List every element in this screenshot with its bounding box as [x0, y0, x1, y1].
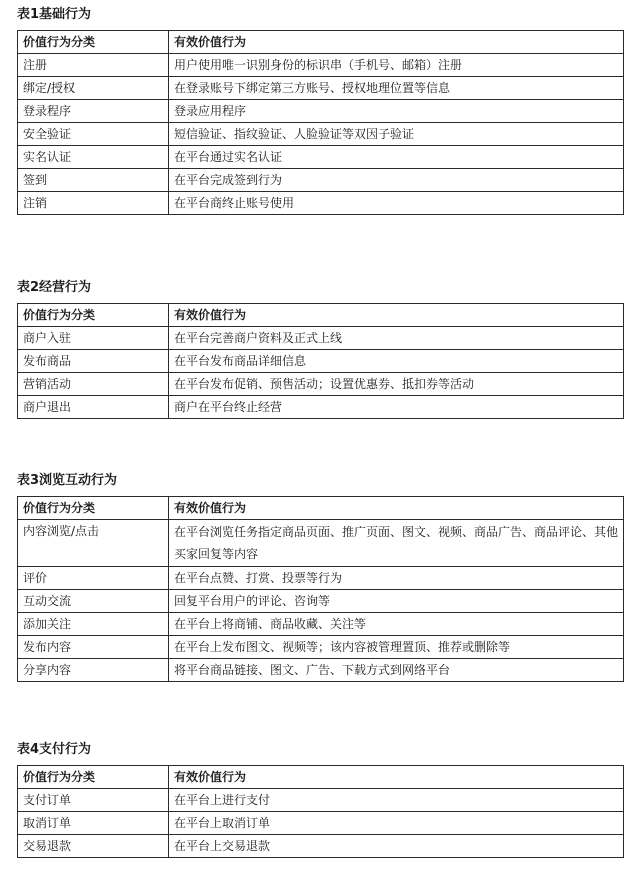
category-cell: 内容浏览/点击 [18, 520, 169, 567]
behavior-cell: 在平台通过实名认证 [169, 146, 624, 169]
behavior-cell: 短信验证、指纹验证、人脸验证等双因子验证 [169, 123, 624, 146]
behavior-cell: 在平台浏览任务指定商品页面、推广页面、图文、视频、商品广告、商品评论、其他买家回复等内容 [169, 520, 624, 567]
category-cell: 签到 [18, 169, 169, 192]
table-row [18, 146, 624, 169]
behavior-cell: 用户使用唯一识别身份的标识串（手机号、邮箱）注册 [169, 54, 624, 77]
behavior-cell: 在平台上进行支付 [169, 789, 624, 812]
table-row [18, 169, 624, 192]
behavior-cell: 在平台发布商品详细信息 [169, 350, 624, 373]
behavior-cell: 将平台商品链接、图文、广告、下载方式到网络平台 [169, 659, 624, 682]
header-behavior: 有效价值行为 [169, 304, 624, 327]
category-cell: 注销 [18, 192, 169, 215]
table-row [18, 100, 624, 123]
category-cell: 分享内容 [18, 659, 169, 682]
category-cell: 营销活动 [18, 373, 169, 396]
header-category: 价值行为分类 [18, 497, 169, 520]
category-cell: 添加关注 [18, 613, 169, 636]
section-title: 表2经营行为 [17, 280, 92, 295]
table-section-payment [17, 741, 623, 858]
category-cell: 商户入驻 [18, 327, 169, 350]
table-row [18, 327, 624, 350]
table-row [18, 54, 624, 77]
table-row [18, 77, 624, 100]
table-section-operation [17, 279, 623, 419]
behavior-cell: 回复平台用户的评论、咨询等 [169, 590, 624, 613]
table-header-row [18, 304, 624, 327]
table-row [18, 520, 624, 567]
header-behavior: 有效价值行为 [169, 31, 624, 54]
header-category: 价值行为分类 [18, 31, 169, 54]
header-behavior: 有效价值行为 [169, 766, 624, 789]
table-header-row [18, 766, 624, 789]
table-row [18, 396, 624, 419]
table-row [18, 613, 624, 636]
behavior-cell: 在平台商终止账号使用 [169, 192, 624, 215]
section-title: 表1基础行为 [17, 7, 92, 22]
category-cell: 发布商品 [18, 350, 169, 373]
behavior-cell: 在平台发布促销、预售活动；设置优惠券、抵扣券等活动 [169, 373, 624, 396]
section-title: 表3浏览互动行为 [17, 473, 118, 488]
table-row [18, 192, 624, 215]
category-cell: 评价 [18, 567, 169, 590]
behavior-table [17, 496, 624, 682]
behavior-cell: 在平台完善商户资料及正式上线 [169, 327, 624, 350]
category-cell: 登录程序 [18, 100, 169, 123]
behavior-cell: 在平台上将商铺、商品收藏、关注等 [169, 613, 624, 636]
table-row [18, 659, 624, 682]
behavior-cell: 在平台上取消订单 [169, 812, 624, 835]
table-row [18, 123, 624, 146]
behavior-table [17, 765, 624, 858]
category-cell: 取消订单 [18, 812, 169, 835]
table-row [18, 567, 624, 590]
category-cell: 互动交流 [18, 590, 169, 613]
section-title: 表4支付行为 [17, 742, 92, 757]
behavior-cell: 在平台点赞、打赏、投票等行为 [169, 567, 624, 590]
table-row [18, 350, 624, 373]
header-category: 价值行为分类 [18, 304, 169, 327]
behavior-cell: 登录应用程序 [169, 100, 624, 123]
behavior-table [17, 30, 624, 215]
category-cell: 绑定/授权 [18, 77, 169, 100]
table-header-row [18, 497, 624, 520]
behavior-cell: 在平台上发布图文、视频等；该内容被管理置顶、推荐或删除等 [169, 636, 624, 659]
header-behavior: 有效价值行为 [169, 497, 624, 520]
category-cell: 安全验证 [18, 123, 169, 146]
behavior-cell: 商户在平台终止经营 [169, 396, 624, 419]
table-section-browse-interact [17, 472, 623, 682]
behavior-cell: 在平台上交易退款 [169, 835, 624, 858]
behavior-cell: 在登录账号下绑定第三方账号、授权地理位置等信息 [169, 77, 624, 100]
category-cell: 注册 [18, 54, 169, 77]
category-cell: 发布内容 [18, 636, 169, 659]
table-row [18, 835, 624, 858]
table-row [18, 789, 624, 812]
behavior-cell: 在平台完成签到行为 [169, 169, 624, 192]
table-row [18, 636, 624, 659]
table-row [18, 590, 624, 613]
category-cell: 实名认证 [18, 146, 169, 169]
table-row [18, 812, 624, 835]
behavior-table [17, 303, 624, 419]
table-header-row [18, 31, 624, 54]
category-cell: 商户退出 [18, 396, 169, 419]
category-cell: 交易退款 [18, 835, 169, 858]
table-row [18, 373, 624, 396]
header-category: 价值行为分类 [18, 766, 169, 789]
table-section-basic [17, 6, 623, 215]
category-cell: 支付订单 [18, 789, 169, 812]
